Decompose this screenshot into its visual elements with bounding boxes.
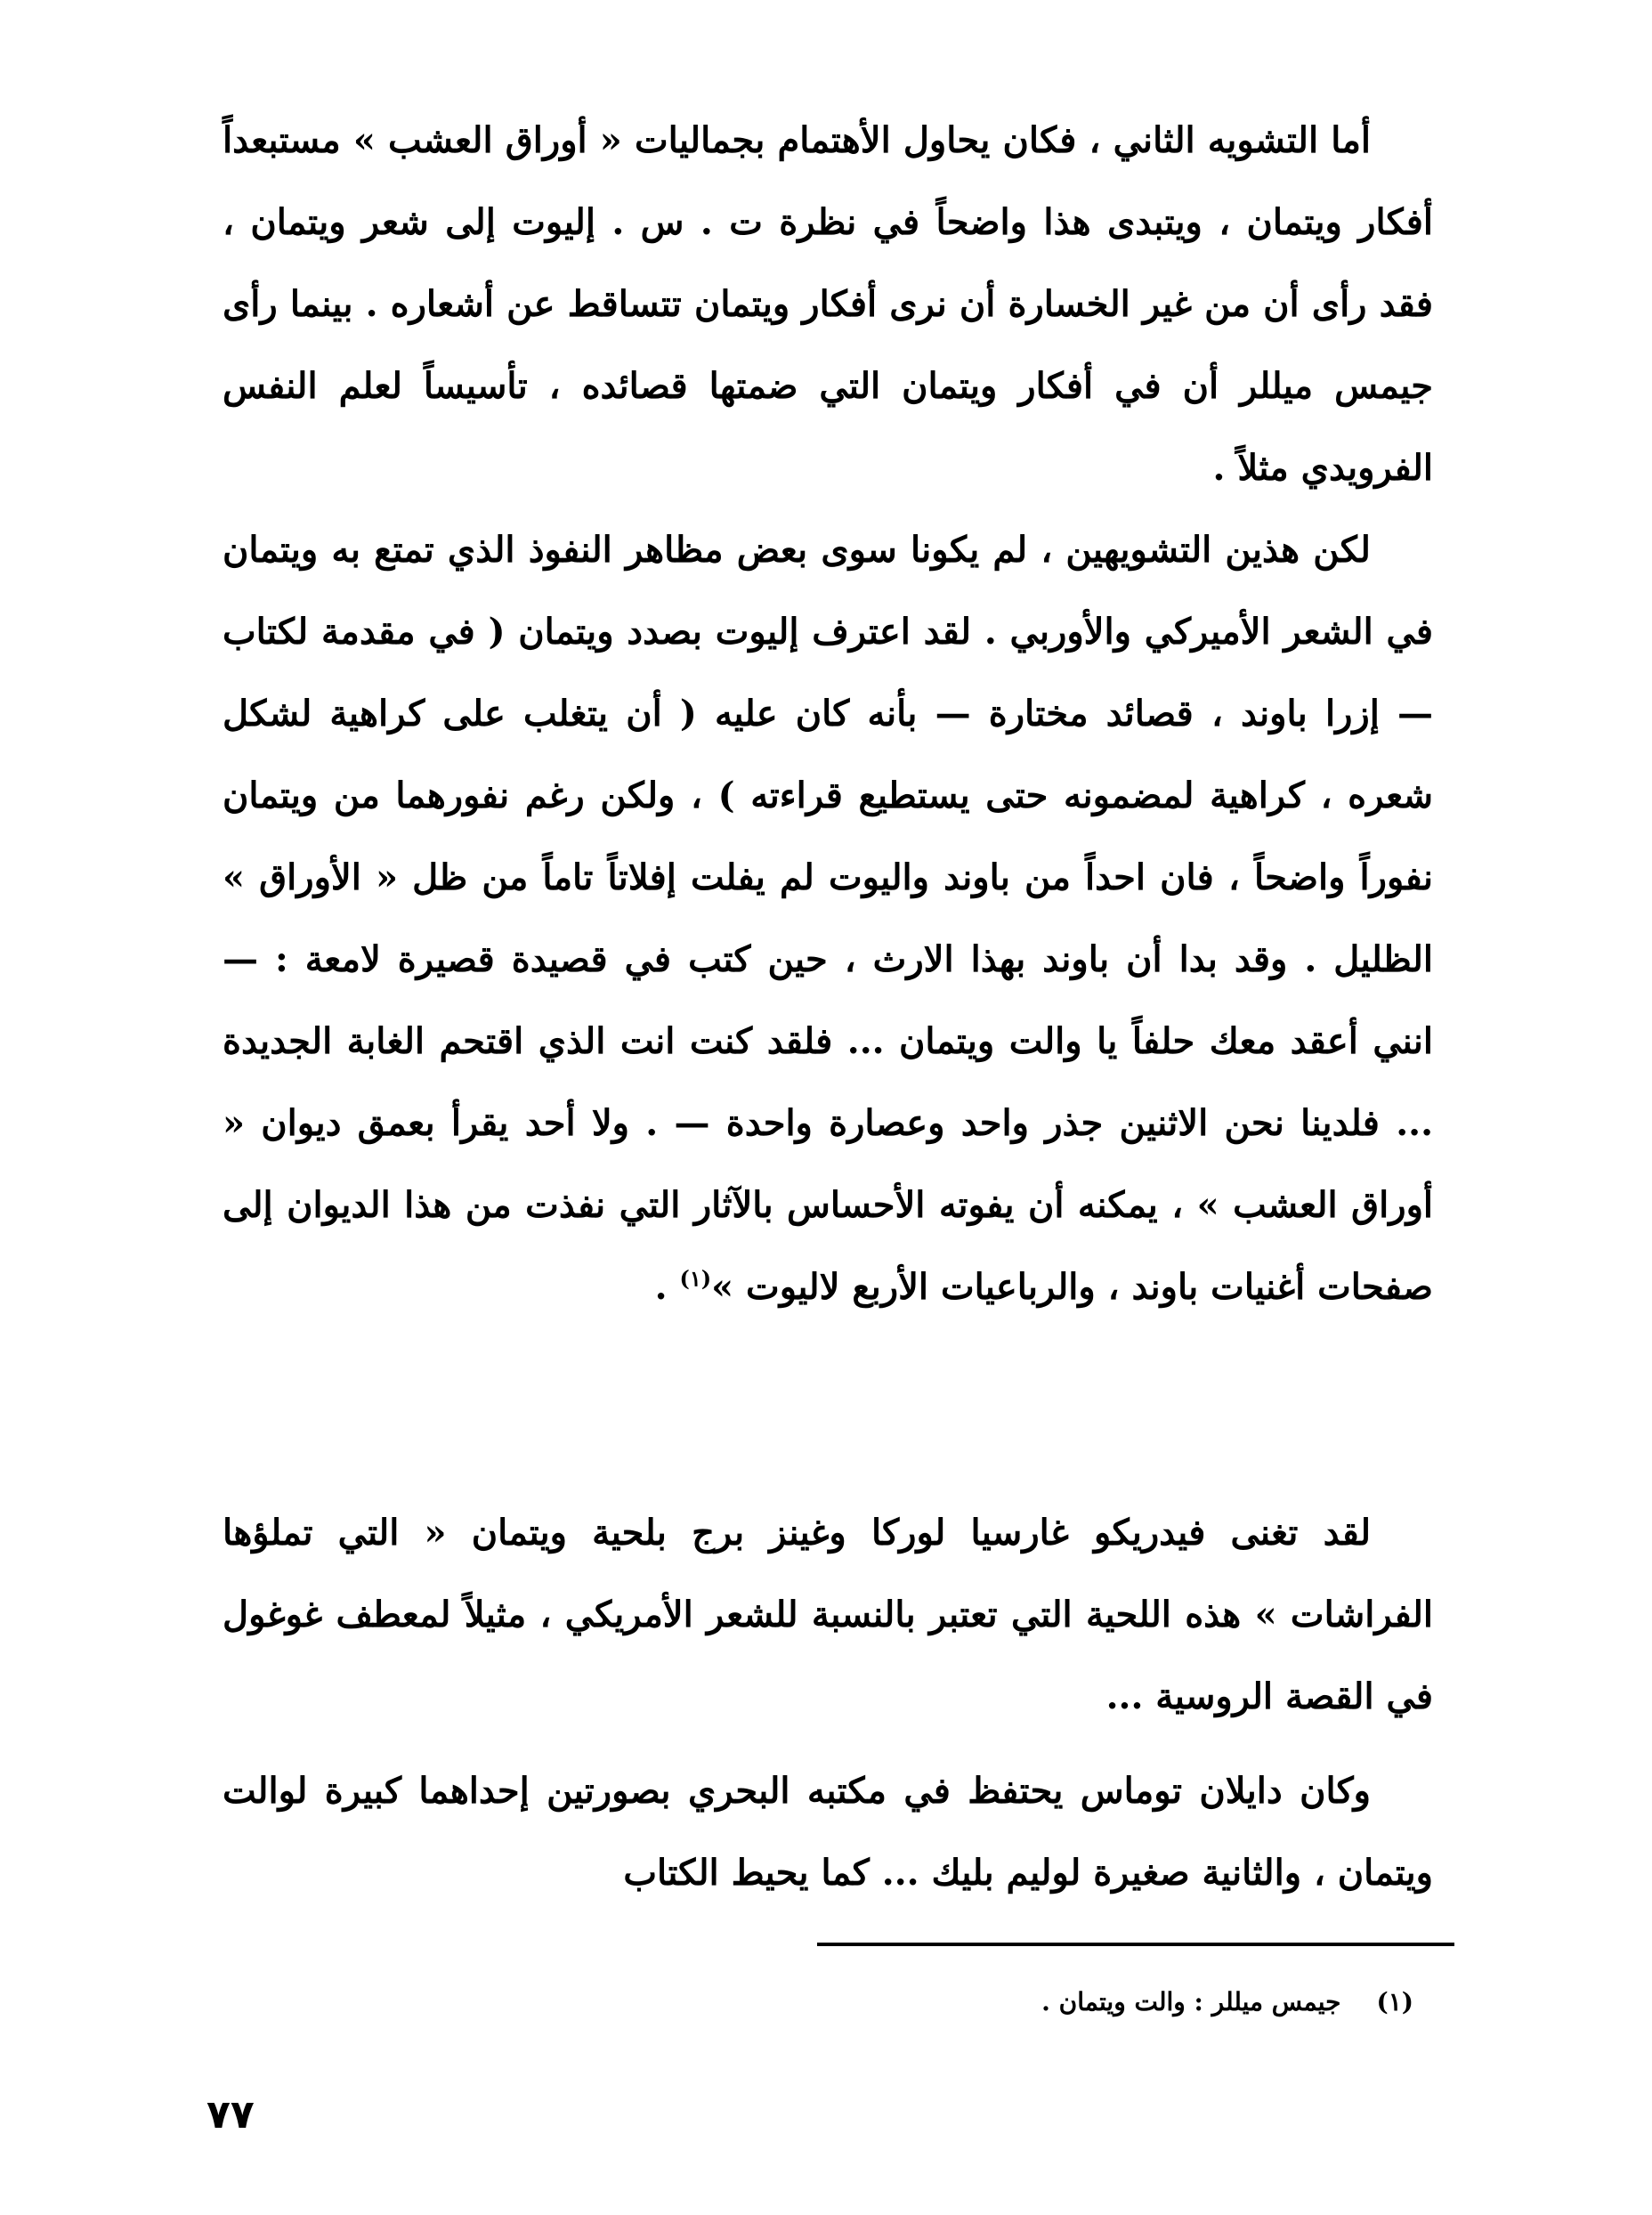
paragraph-4: وكان دايلان توماس يحتفظ في مكتبه البحري بصورتين إحداهما كبيرة لوالت ويتمان ، والثانية صغيرة لوليم بليك ... كما يحيط الكتاب [223,1770,1433,1894]
paragraph-1: أما التشويه الثاني ، فكان يحاول الأهتمام بجماليات « أوراق العشب » مستبعداً أفكار ويتمان ، ويتبدى هذا واضحاً في نظرة ت . س . إليوت إلى شعر ويتمان ، فقد رأى أن من غير الخسارة أن نرى أفكار ويتمان تتساقط عن أشعاره . بينما رأى جيمس ميللر أن في أفكار ويتمان التي ضمتها قصائده ، تأسيساً لعلم النفس الفرويدي مثلاً . [223,119,1433,489]
footnote-divider [817,1943,1454,1946]
body-text-2 [223,509,1433,1328]
footnote-reference: (١) [679,1265,712,1292]
body-text-4 [223,1750,1433,1914]
page-number: ٧٧ [206,2092,255,2138]
body-text-3 [223,1492,1433,1738]
paragraph-3: لقد تغنى فيدريكو غارسيا لوركا وغينز برج بلحية ويتمان « التي تملؤها الفراشات » هذه اللحية التي تعتبر بالنسبة للشعر الأمريكي ، مثيلاً لمعطف غوغول في القصة الروسية ... [223,1512,1433,1717]
body-text [223,100,1433,509]
footnote-number: (١) [1376,1987,1413,2016]
footnote-text: جيمس ميللر : والت ويتمان . [1041,1987,1341,2016]
paragraph-2-end: . [654,1266,680,1308]
footnote [612,1987,1413,2016]
paragraph-2-text: لكن هذين التشويهين ، لم يكونا سوى بعض مظاهر النفوذ الذي تمتع به ويتمان في الشعر الأميركي والأوربي . لقد اعترف إليوت بصدد ويتمان ( في مقدمة لكتاب — إزرا باوند ، قصائد مختارة — بأنه كان عليه ( أن يتغلب على كراهية لشكل شعره ، كراهية لمضمونه حتى يستطيع قراءته ) ، ولكن رغم نفورهما من ويتمان نفوراً واضحاً ، فان احداً من باوند واليوت لم يفلت إفلاتاً تاماً من ظل « الأوراق » الظليل . وقد بدا أن باوند بهذا الارث ، حين كتب في قصيدة قصيرة لامعة : — انني أعقد معك حلفاً يا والت ويتمان ... فلقد كنت انت الذي اقتحم الغابة الجديدة ... فلدينا نحن الاثنين جذر واحد وعصارة واحدة — . ولا أحد يقرأ بعمق ديوان « أوراق العشب » ، يمكنه أن يفوته الأحساس بالآثار التي نفذت من هذا الديوان إلى صفحات أغنيات باوند ، والرباعيات الأربع لاليوت » [223,529,1433,1308]
paragraph-2 [223,509,1433,1328]
